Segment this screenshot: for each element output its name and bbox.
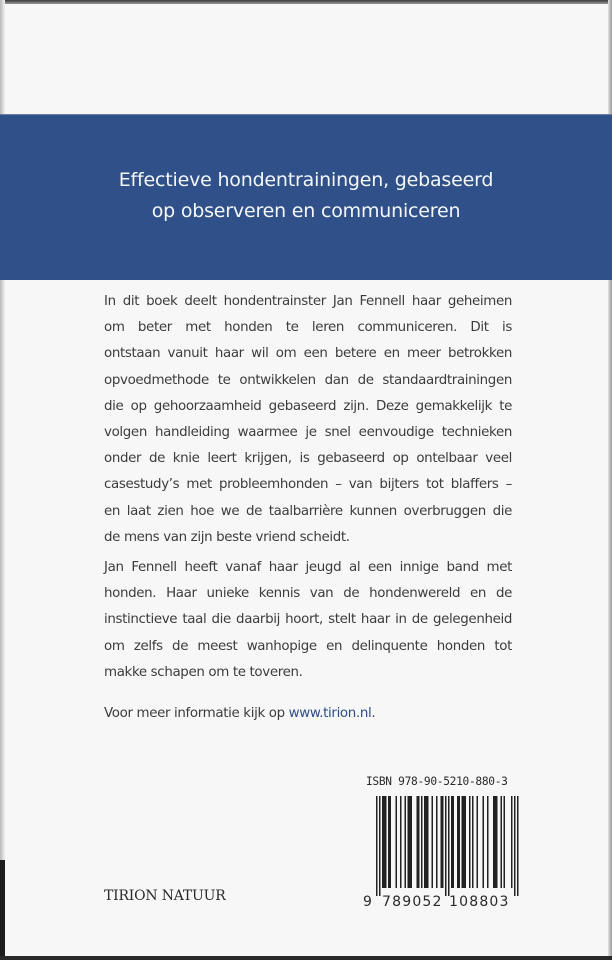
tagline <box>0 165 612 227</box>
text-line: die op gehoorzaamheid gebaseerd zijn. Deze gemakkelijk te <box>104 398 512 414</box>
text-line: casestudy’s met probleemhonden – van bijters tot blaffers – <box>104 477 512 493</box>
text-line: om beter met honden te leren communiceren. Dit is <box>104 320 512 336</box>
tagline-line: Effectieve hondentrainingen, gebaseerd <box>118 169 494 191</box>
info-prefix: Voor meer informatie kijk op <box>104 706 289 721</box>
text-line: instinctieve taal die daarbij hoort, stelt haar in de gelegenheid <box>104 612 512 628</box>
text-line: de mens van zijn beste vriend scheidt. <box>104 529 350 545</box>
text-line: Jan Fennell heeft vanaf haar jeugd al een innige band met <box>104 560 512 575</box>
website-link[interactable]: www.tirion.nl <box>288 706 372 721</box>
info-suffix: . <box>371 706 376 721</box>
barcode <box>362 796 522 908</box>
text-line: honden. Haar unieke kennis van de hondenwereld en de <box>104 586 512 602</box>
tagline-line: op observeren en communiceren <box>151 200 461 222</box>
text-line: ontstaan vanuit haar wil om een betere en meer betrokken <box>104 346 512 362</box>
text-line: In dit boek deelt hondentrainster Jan Fennell haar geheimen <box>104 294 512 309</box>
description-paragraph <box>104 289 512 551</box>
text-line: om zelfs de meest wanhopige en delinquente honden tot <box>104 638 512 654</box>
barcode-bars <box>376 796 519 896</box>
text-line: onder de knie leert krijgen, is gebaseerd op ontelbaar veel <box>104 451 512 467</box>
barcode-left-digits: 789052 <box>382 894 443 908</box>
author-paragraph <box>104 555 512 686</box>
cover-top-edge <box>0 0 612 4</box>
text-line: makke schapen om te toveren. <box>104 664 303 680</box>
text-line: en laat zien hoe we de taalbarrière kunnen overbruggen die <box>104 503 512 519</box>
barcode-first-digit: 9 <box>363 894 372 908</box>
isbn-label: ISBN 978-90-5210-880-3 <box>366 775 508 788</box>
info-line <box>104 701 512 727</box>
cover-left-edge-shadow <box>0 860 5 960</box>
publisher-imprint: TIRION NATUUR <box>104 888 226 904</box>
text-line: volgen handleiding waarmee je snel eenvoudige technieken <box>104 424 512 440</box>
title-band <box>0 114 612 280</box>
cover-bottom-edge <box>0 956 612 960</box>
text-line: opvoedmethode te ontwikkelen dan de standaardtrainingen <box>104 372 512 388</box>
info-paragraph <box>104 701 512 727</box>
barcode-right-digits: 108803 <box>449 894 510 908</box>
